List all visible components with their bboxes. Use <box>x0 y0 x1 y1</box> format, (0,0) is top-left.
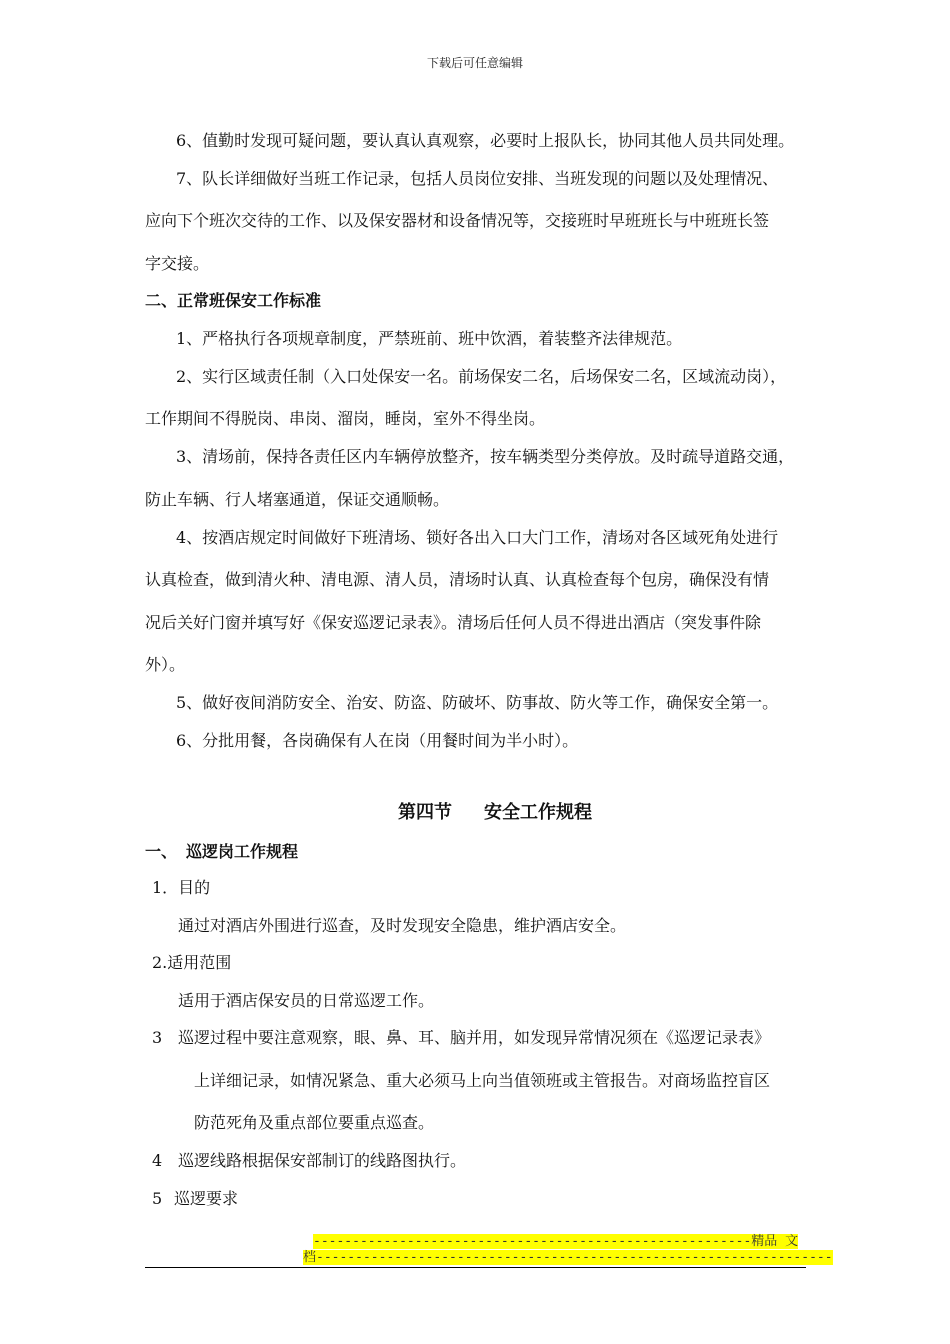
paragraph-line: 应向下个班次交待的工作、以及保安器材和设备情况等，交接班时早班班长与中班班长签 <box>145 211 770 230</box>
list-item-text: 巡逻过程中要注意观察，眼、鼻、耳、脑并用，如发现异常情况须在《巡逻记录表》 <box>178 1028 771 1047</box>
paragraph-line: 认真检查，做到清火种、清电源、清人员，清场时认真、认真检查每个包房，确保没有情 <box>145 570 770 589</box>
footer-watermark-line1: --------------------------------------------------------精品 文 <box>313 1234 799 1249</box>
paragraph-line: 7、队长详细做好当班工作记录，包括人员岗位安排、当班发现的问题以及处理情况、 <box>176 169 779 188</box>
paragraph-line: 防止车辆、行人堵塞通道，保证交通顺畅。 <box>145 490 450 509</box>
list-item-label: 1．目的 <box>152 878 211 897</box>
paragraph-line: 外）。 <box>145 655 186 674</box>
list-item-text: 通过对酒店外围进行巡查，及时发现安全隐患，维护酒店安全。 <box>178 916 627 935</box>
paragraph-line: 6、分批用餐，各岗确保有人在岗（用餐时间为半小时）。 <box>176 731 579 750</box>
paragraph-line: 4、按酒店规定时间做好下班清场、锁好各出入口大门工作，清场对各区域死角处进行 <box>176 528 779 547</box>
paragraph-line: 3、清场前，保持各责任区内车辆停放整齐，按车辆类型分类停放。及时疏导道路交通， <box>176 447 795 466</box>
list-item-label: 2.适用范围 <box>152 953 232 972</box>
paragraph-line: 5、做好夜间消防安全、治安、防盗、防破坏、防事故、防火等工作，确保安全第一。 <box>176 693 779 712</box>
list-item-text: 防范死角及重点部位要重点巡查。 <box>194 1113 435 1132</box>
footer-watermark-line2: 档------------------------------------------------------------------ <box>303 1250 833 1265</box>
paragraph-line: 工作期间不得脱岗、串岗、溜岗，睡岗，室外不得坐岗。 <box>145 409 546 428</box>
footer-divider <box>145 1267 806 1268</box>
list-item-text: 巡逻要求 <box>174 1189 239 1208</box>
list-item-number: 5 <box>152 1189 163 1208</box>
section-heading: 二、正常班保安工作标准 <box>145 291 322 310</box>
list-item-number: 4 <box>152 1151 163 1170</box>
paragraph-line: 况后关好门窗并填写好《保安巡逻记录表》。清场后任何人员不得进出酒店（突发事件除 <box>145 613 762 632</box>
section-title-text: 安全工作规程 <box>484 802 592 823</box>
paragraph-line: 字交接。 <box>145 254 210 273</box>
list-item-text: 适用于酒店保安员的日常巡逻工作。 <box>178 991 435 1010</box>
section-title-number: 第四节 <box>398 802 452 823</box>
list-item-number: 3 <box>152 1028 163 1047</box>
subsection-title: 巡逻岗工作规程 <box>186 842 299 861</box>
subsection-number: 一、 <box>145 842 178 861</box>
page-header: 下载后可任意编辑 <box>426 56 523 70</box>
paragraph-line: 1、严格执行各项规章制度，严禁班前、班中饮酒，着装整齐法律规范。 <box>176 329 683 348</box>
list-item-text: 巡逻线路根据保安部制订的线路图执行。 <box>178 1151 467 1170</box>
list-item-text: 上详细记录，如情况紧急、重大必须马上向当值领班或主管报告。对商场监控盲区 <box>194 1071 771 1090</box>
paragraph-line: 2、实行区域责任制（入口处保安一名。前场保安二名，后场保安二名，区域流动岗）， <box>176 367 787 386</box>
paragraph-line: 6、值勤时发现可疑问题，要认真认真观察，必要时上报队长，协同其他人员共同处理。 <box>176 131 795 150</box>
